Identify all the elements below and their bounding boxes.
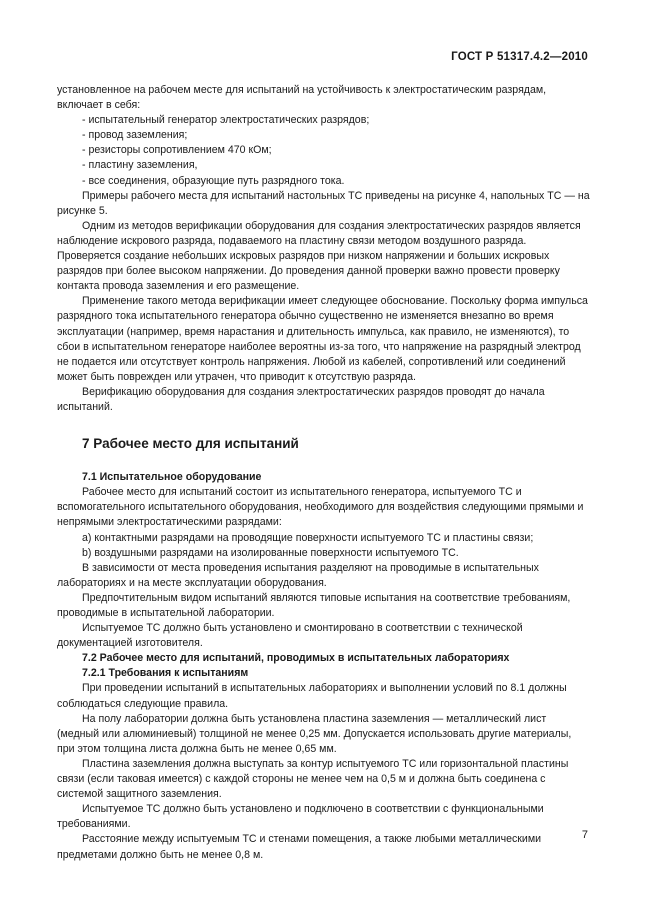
paragraph: Применение такого метода верификации имеет следующее обоснование. Поскольку форма импульса разрядного тока испытательного генератора обычно существенно не изменяется внезапно во время эксплуатации (например, время нарастания и длительность импульса, как правило, не изменяются), то сбои в испытательном генераторе наиболее вероятны из-за того, что напряжение на разрядный электрод не подается или отсутствует контроль напряжения. Любой из кабелей, сопротивлений или соединений может быть поврежден или утрачен, что приводит к отсутствую разряда. xyxy=(57,295,588,383)
paragraph: Верификацию оборудования для создания электростатических разрядов проводят до начала испытаний. xyxy=(57,385,545,413)
paragraph: Пластина заземления должна выступать за контур испытуемого ТС или горизонтальной пластины связи (если таковая имеется) с каждой стороны не менее чем на 0,5 м и должна быть соединена с системой защитного заземления. xyxy=(57,757,569,801)
list-item: - все соединения, образующие путь разрядного тока. xyxy=(82,174,345,187)
subsection-heading: 7.2.1 Требования к испытаниям xyxy=(82,667,249,680)
subsection-heading: 7.2 Рабочее место для испытаний, проводимых в испытательных лабораториях xyxy=(82,652,510,665)
page-body xyxy=(57,83,591,863)
paragraph: установленное на рабочем месте для испытаний на устойчивость к электростатическим разрядам, включает в себя: xyxy=(57,84,547,112)
page-number: 7 xyxy=(581,829,588,841)
list-item: - пластину заземления, xyxy=(82,159,198,172)
list-item: a) контактными разрядами на проводящие поверхности испытуемого ТС и пластины связи; xyxy=(82,531,534,544)
paragraph: В зависимости от места проведения испытания разделяют на проводимые в испытательных лабораториях и на месте эксплуатации оборудования. xyxy=(57,561,539,589)
paragraph: Испытуемое ТС должно быть установлено и подключено в соответствии с функциональными требованиями. xyxy=(57,803,544,831)
paragraph: Примеры рабочего места для испытаний настольных ТС приведены на рисунке 4, напольных ТС — на рисунке 5. xyxy=(57,189,590,217)
subsection-heading: 7.1 Испытательное оборудование xyxy=(82,471,262,484)
list-item: - резисторы сопротивлением 470 кОм; xyxy=(82,144,272,157)
paragraph: Одним из методов верификации оборудования для создания электростатических разрядов является наблюдение искрового разряда, подаваемого на пластину связи методом воздушного разряда. Проверяется создание небольших искровых разрядов при низком напряжении и больших искровых разрядов при более высоком напряжении. До проведения данной проверки важно провести проверку контакта провода заземления и его размещение. xyxy=(57,219,581,293)
paragraph: На полу лаборатории должна быть установлена пластина заземления — металлический лист (медный или алюминиевый) толщиной не менее 0,25 мм. Допускается использовать другие материалы, при этом толщина листа должна быть не менее 0,65 мм. xyxy=(57,712,572,755)
section-heading: 7 Рабочее место для испытаний xyxy=(82,436,299,452)
paragraph: Испытуемое ТС должно быть установлено и смонтировано в соответствии с технической документацией изготовителя. xyxy=(57,622,523,650)
list-item: b) воздушными разрядами на изолированные поверхности испытуемого ТС. xyxy=(82,546,459,559)
document-code-header: ГОСТ Р 51317.4.2—2010 xyxy=(451,51,588,63)
list-item: - испытательный генератор электростатических разрядов; xyxy=(82,114,370,127)
list-item: - провод заземления; xyxy=(82,129,188,142)
paragraph: Расстояние между испытуемым ТС и стенами помещения, а также любыми металлическими предметами должно быть не менее 0,8 м. xyxy=(57,833,542,861)
paragraph: Предпочтительным видом испытаний являются типовые испытания на соответствие требованиям, проводимые в испытательной лаборатории. xyxy=(57,591,571,619)
paragraph: При проведении испытаний в испытательных лабораториях и выполнении условий по 8.1 должны соблюдаться следующие правила. xyxy=(57,682,567,710)
paragraph: Рабочее место для испытаний состоит из испытательного генератора, испытуемого ТС и вспомогательного испытательного оборудования, необходимого для воздействия следующими прямыми и непрямыми электростатическими разрядами: xyxy=(57,486,584,529)
